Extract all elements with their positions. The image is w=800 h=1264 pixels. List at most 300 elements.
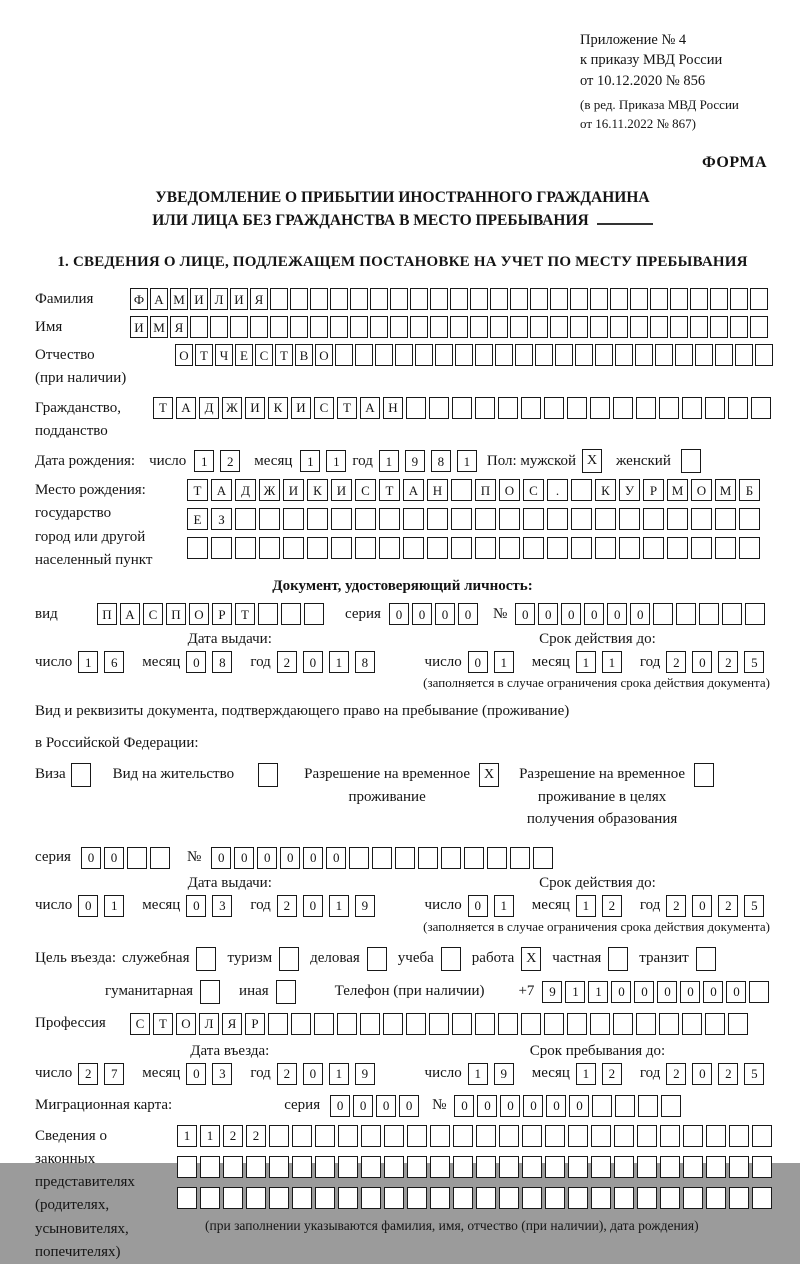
char-box[interactable] [415,344,433,366]
char-box[interactable]: 0 [389,603,409,625]
char-box[interactable] [150,847,170,869]
char-box[interactable]: Р [643,479,664,501]
char-box[interactable]: Л [199,1013,219,1035]
char-box[interactable] [615,1095,635,1117]
char-box[interactable] [310,288,328,310]
char-box[interactable]: 0 [500,1095,520,1117]
char-box[interactable]: 0 [186,1063,206,1085]
char-box[interactable]: И [245,397,265,419]
char-box[interactable] [246,1156,266,1178]
char-box[interactable] [292,1125,312,1147]
char-box[interactable]: 2 [602,1063,622,1085]
char-box[interactable] [338,1156,358,1178]
char-box[interactable]: В [295,344,313,366]
char-box[interactable] [310,316,328,338]
char-box[interactable] [452,1013,472,1035]
char-box[interactable]: Ф [130,288,148,310]
char-box[interactable]: К [307,479,328,501]
char-box[interactable]: 0 [584,603,604,625]
char-box[interactable] [660,1156,680,1178]
char-box[interactable]: М [715,479,736,501]
char-box[interactable]: Т [195,344,213,366]
char-box[interactable] [510,316,528,338]
char-box[interactable] [403,537,424,559]
char-box[interactable]: 0 [186,651,206,673]
char-box[interactable] [372,847,392,869]
char-box[interactable]: 1 [494,651,514,673]
char-box[interactable]: Д [235,479,256,501]
char-box[interactable] [592,1095,612,1117]
doc-issue-day-boxes[interactable] [78,651,130,673]
char-box[interactable] [590,316,608,338]
birth-place-boxes-row2[interactable] [187,508,763,530]
char-box[interactable] [615,344,633,366]
char-box[interactable] [619,537,640,559]
char-box[interactable] [682,397,702,419]
char-box[interactable]: 1 [329,1063,349,1085]
char-box[interactable] [523,508,544,530]
doc-issue-month-boxes[interactable] [186,651,238,673]
char-box[interactable] [722,603,742,625]
char-box[interactable] [571,537,592,559]
char-box[interactable]: 9 [355,895,375,917]
char-box[interactable] [455,344,473,366]
char-box[interactable] [355,344,373,366]
entry-month-boxes[interactable] [186,1063,238,1085]
char-box[interactable] [211,537,232,559]
purpose-business-checkbox[interactable] [367,947,387,971]
char-box[interactable] [200,1187,220,1209]
char-box[interactable] [661,1095,681,1117]
char-box[interactable] [567,397,587,419]
char-box[interactable]: Т [235,603,255,625]
char-box[interactable] [307,508,328,530]
char-box[interactable] [706,1125,726,1147]
char-box[interactable]: 7 [104,1063,124,1085]
char-box[interactable] [441,847,461,869]
char-box[interactable] [281,603,301,625]
char-box[interactable] [292,1156,312,1178]
char-box[interactable] [177,1187,197,1209]
char-box[interactable] [660,1125,680,1147]
char-box[interactable] [475,397,495,419]
char-box[interactable] [705,1013,725,1035]
char-box[interactable] [270,288,288,310]
char-box[interactable]: 0 [435,603,455,625]
char-box[interactable]: Я [250,288,268,310]
char-box[interactable] [619,508,640,530]
permit-series-boxes[interactable] [81,847,173,869]
entry-day-boxes[interactable] [78,1063,130,1085]
char-box[interactable]: 5 [744,895,764,917]
char-box[interactable] [210,316,228,338]
char-box[interactable]: 0 [561,603,581,625]
char-box[interactable]: 0 [78,895,98,917]
char-box[interactable]: 0 [515,603,535,625]
char-box[interactable] [375,344,393,366]
char-box[interactable] [490,316,508,338]
doc-expiry-month-boxes[interactable] [576,651,628,673]
char-box[interactable]: П [166,603,186,625]
char-box[interactable] [667,537,688,559]
char-box[interactable]: А [176,397,196,419]
char-box[interactable]: 0 [303,895,323,917]
doc-expiry-day-boxes[interactable] [468,651,520,673]
char-box[interactable] [706,1156,726,1178]
birth-place-boxes-row1[interactable] [187,479,763,501]
char-box[interactable] [653,603,673,625]
char-box[interactable] [750,288,768,310]
char-box[interactable]: 0 [186,895,206,917]
char-box[interactable] [636,1013,656,1035]
char-box[interactable] [177,1156,197,1178]
char-box[interactable]: 0 [692,1063,712,1085]
char-box[interactable] [410,288,428,310]
char-box[interactable] [728,397,748,419]
char-box[interactable] [307,537,328,559]
char-box[interactable] [614,1187,634,1209]
purpose-other-checkbox[interactable] [276,980,296,1004]
char-box[interactable] [735,344,753,366]
citizenship-boxes[interactable] [153,397,774,419]
char-box[interactable]: 0 [538,603,558,625]
char-box[interactable]: 0 [353,1095,373,1117]
char-box[interactable] [715,508,736,530]
char-box[interactable]: П [475,479,496,501]
char-box[interactable] [407,1125,427,1147]
char-box[interactable] [470,316,488,338]
char-box[interactable] [570,316,588,338]
visa-checkbox[interactable] [71,763,91,787]
char-box[interactable] [498,1013,518,1035]
char-box[interactable] [591,1156,611,1178]
char-box[interactable] [430,288,448,310]
char-box[interactable] [259,537,280,559]
char-box[interactable] [643,537,664,559]
char-box[interactable] [550,288,568,310]
birth-day-boxes[interactable] [194,450,246,472]
char-box[interactable]: 0 [523,1095,543,1117]
permit-expiry-year-boxes[interactable] [666,895,770,917]
migration-series-boxes[interactable] [330,1095,422,1117]
char-box[interactable] [407,1156,427,1178]
char-box[interactable] [710,288,728,310]
char-box[interactable] [555,344,573,366]
char-box[interactable]: 1 [329,895,349,917]
char-box[interactable]: 3 [212,895,232,917]
char-box[interactable] [630,316,648,338]
char-box[interactable]: О [175,344,193,366]
char-box[interactable]: 1 [300,450,320,472]
char-box[interactable] [427,537,448,559]
char-box[interactable]: 6 [104,651,124,673]
char-box[interactable] [739,508,760,530]
char-box[interactable] [452,397,472,419]
char-box[interactable] [675,344,693,366]
char-box[interactable]: 2 [718,895,738,917]
char-box[interactable]: 0 [454,1095,474,1117]
char-box[interactable] [695,344,713,366]
char-box[interactable] [429,397,449,419]
char-box[interactable] [630,288,648,310]
char-box[interactable] [570,288,588,310]
char-box[interactable] [451,479,472,501]
char-box[interactable] [127,847,147,869]
char-box[interactable]: 1 [326,450,346,472]
permit-expiry-month-boxes[interactable] [576,895,628,917]
permit-issue-day-boxes[interactable] [78,895,130,917]
char-box[interactable] [699,603,719,625]
char-box[interactable] [384,1187,404,1209]
char-box[interactable]: Н [383,397,403,419]
char-box[interactable] [683,1156,703,1178]
permit-expiry-day-boxes[interactable] [468,895,520,917]
char-box[interactable] [395,847,415,869]
char-box[interactable]: 1 [468,1063,488,1085]
stay-day-boxes[interactable] [468,1063,520,1085]
char-box[interactable]: 2 [277,895,297,917]
char-box[interactable] [429,1013,449,1035]
char-box[interactable] [450,288,468,310]
purpose-official-checkbox[interactable] [196,947,216,971]
char-box[interactable]: Е [187,508,208,530]
char-box[interactable]: О [176,1013,196,1035]
char-box[interactable] [406,1013,426,1035]
char-box[interactable] [270,316,288,338]
char-box[interactable] [730,316,748,338]
char-box[interactable]: 0 [611,981,631,1003]
char-box[interactable] [691,508,712,530]
purpose-humanitarian-checkbox[interactable] [200,980,220,1004]
doc-issue-year-boxes[interactable] [277,651,381,673]
char-box[interactable] [283,537,304,559]
purpose-tourism-checkbox[interactable] [279,947,299,971]
doc-number-boxes[interactable] [515,603,768,625]
char-box[interactable] [435,344,453,366]
char-box[interactable] [691,537,712,559]
char-box[interactable]: Я [222,1013,242,1035]
char-box[interactable] [643,508,664,530]
char-box[interactable] [637,1187,657,1209]
char-box[interactable]: 8 [431,450,451,472]
char-box[interactable]: 0 [458,603,478,625]
permit-issue-year-boxes[interactable] [277,895,381,917]
birth-place-boxes-row3[interactable] [187,537,763,559]
char-box[interactable]: 1 [379,450,399,472]
char-box[interactable] [659,397,679,419]
char-box[interactable]: 2 [718,1063,738,1085]
char-box[interactable] [476,1125,496,1147]
char-box[interactable] [315,1187,335,1209]
char-box[interactable] [683,1187,703,1209]
char-box[interactable]: 0 [211,847,231,869]
char-box[interactable] [304,603,324,625]
char-box[interactable]: А [150,288,168,310]
char-box[interactable] [475,537,496,559]
char-box[interactable] [752,1187,772,1209]
char-box[interactable] [683,1125,703,1147]
char-box[interactable] [521,1013,541,1035]
legal-reps-boxes-row2[interactable] [177,1156,775,1178]
char-box[interactable] [510,847,530,869]
char-box[interactable]: С [314,397,334,419]
char-box[interactable] [750,316,768,338]
char-box[interactable] [475,508,496,530]
char-box[interactable] [659,1013,679,1035]
char-box[interactable] [650,316,668,338]
char-box[interactable] [571,479,592,501]
char-box[interactable] [390,288,408,310]
char-box[interactable] [349,847,369,869]
char-box[interactable]: 2 [220,450,240,472]
purpose-study-checkbox[interactable] [441,947,461,971]
char-box[interactable]: И [190,288,208,310]
char-box[interactable] [650,288,668,310]
char-box[interactable] [637,1125,657,1147]
char-box[interactable] [522,1187,542,1209]
char-box[interactable] [490,288,508,310]
char-box[interactable] [427,508,448,530]
char-box[interactable]: 1 [588,981,608,1003]
char-box[interactable]: 0 [303,847,323,869]
char-box[interactable] [330,288,348,310]
char-box[interactable]: Л [210,288,228,310]
char-box[interactable]: О [315,344,333,366]
char-box[interactable] [755,344,773,366]
patronymic-boxes[interactable] [175,344,775,366]
char-box[interactable] [290,288,308,310]
char-box[interactable]: К [595,479,616,501]
legal-reps-boxes-row1[interactable] [177,1125,775,1147]
sex-male-checkbox[interactable]: X [582,449,602,473]
char-box[interactable] [499,1156,519,1178]
char-box[interactable] [710,316,728,338]
char-box[interactable] [290,316,308,338]
char-box[interactable]: 0 [634,981,654,1003]
char-box[interactable]: 2 [277,1063,297,1085]
char-box[interactable] [533,847,553,869]
char-box[interactable] [331,537,352,559]
char-box[interactable]: Ж [259,479,280,501]
char-box[interactable] [728,1013,748,1035]
char-box[interactable]: Т [275,344,293,366]
char-box[interactable] [635,344,653,366]
char-box[interactable] [258,603,278,625]
char-box[interactable] [190,316,208,338]
char-box[interactable] [384,1125,404,1147]
char-box[interactable] [410,316,428,338]
char-box[interactable] [535,344,553,366]
char-box[interactable]: 1 [104,895,124,917]
char-box[interactable] [403,508,424,530]
char-box[interactable] [545,1156,565,1178]
char-box[interactable]: О [691,479,712,501]
char-box[interactable] [360,1013,380,1035]
char-box[interactable]: 0 [477,1095,497,1117]
char-box[interactable] [547,537,568,559]
char-box[interactable]: 9 [355,1063,375,1085]
char-box[interactable] [550,316,568,338]
char-box[interactable]: П [97,603,117,625]
char-box[interactable] [418,847,438,869]
char-box[interactable]: 0 [726,981,746,1003]
doc-kind-boxes[interactable] [97,603,327,625]
char-box[interactable]: 1 [565,981,585,1003]
char-box[interactable] [752,1156,772,1178]
char-box[interactable]: 0 [692,895,712,917]
char-box[interactable]: 0 [546,1095,566,1117]
char-box[interactable] [451,537,472,559]
char-box[interactable] [682,1013,702,1035]
char-box[interactable] [752,1125,772,1147]
birth-month-boxes[interactable] [300,450,352,472]
char-box[interactable] [370,288,388,310]
char-box[interactable] [331,508,352,530]
char-box[interactable] [268,1013,288,1035]
char-box[interactable]: 0 [257,847,277,869]
char-box[interactable]: 0 [630,603,650,625]
char-box[interactable] [590,288,608,310]
char-box[interactable] [660,1187,680,1209]
char-box[interactable] [638,1095,658,1117]
char-box[interactable] [751,397,771,419]
char-box[interactable] [715,344,733,366]
char-box[interactable] [430,1187,450,1209]
char-box[interactable]: 2 [718,651,738,673]
char-box[interactable]: 0 [399,1095,419,1117]
char-box[interactable] [292,1187,312,1209]
char-box[interactable] [361,1156,381,1178]
char-box[interactable] [499,1187,519,1209]
char-box[interactable]: 1 [576,895,596,917]
char-box[interactable] [355,508,376,530]
char-box[interactable]: И [283,479,304,501]
char-box[interactable] [470,288,488,310]
char-box[interactable]: 3 [212,1063,232,1085]
char-box[interactable] [667,508,688,530]
char-box[interactable] [499,1125,519,1147]
char-box[interactable]: 9 [542,981,562,1003]
char-box[interactable]: О [189,603,209,625]
char-box[interactable] [637,1156,657,1178]
char-box[interactable] [355,537,376,559]
char-box[interactable] [230,316,248,338]
char-box[interactable] [395,344,413,366]
char-box[interactable]: 1 [78,651,98,673]
char-box[interactable] [739,537,760,559]
char-box[interactable] [567,1013,587,1035]
char-box[interactable]: 0 [280,847,300,869]
char-box[interactable]: 0 [234,847,254,869]
char-box[interactable] [259,508,280,530]
char-box[interactable]: А [360,397,380,419]
char-box[interactable]: 1 [194,450,214,472]
char-box[interactable] [314,1013,334,1035]
char-box[interactable]: 0 [376,1095,396,1117]
char-box[interactable]: 1 [457,450,477,472]
char-box[interactable] [379,537,400,559]
migration-number-boxes[interactable] [454,1095,684,1117]
char-box[interactable] [453,1187,473,1209]
char-box[interactable] [200,1156,220,1178]
char-box[interactable] [571,508,592,530]
char-box[interactable] [515,344,533,366]
char-box[interactable] [498,397,518,419]
char-box[interactable]: С [355,479,376,501]
purpose-private-checkbox[interactable] [608,947,628,971]
char-box[interactable]: 0 [569,1095,589,1117]
char-box[interactable] [544,1013,564,1035]
